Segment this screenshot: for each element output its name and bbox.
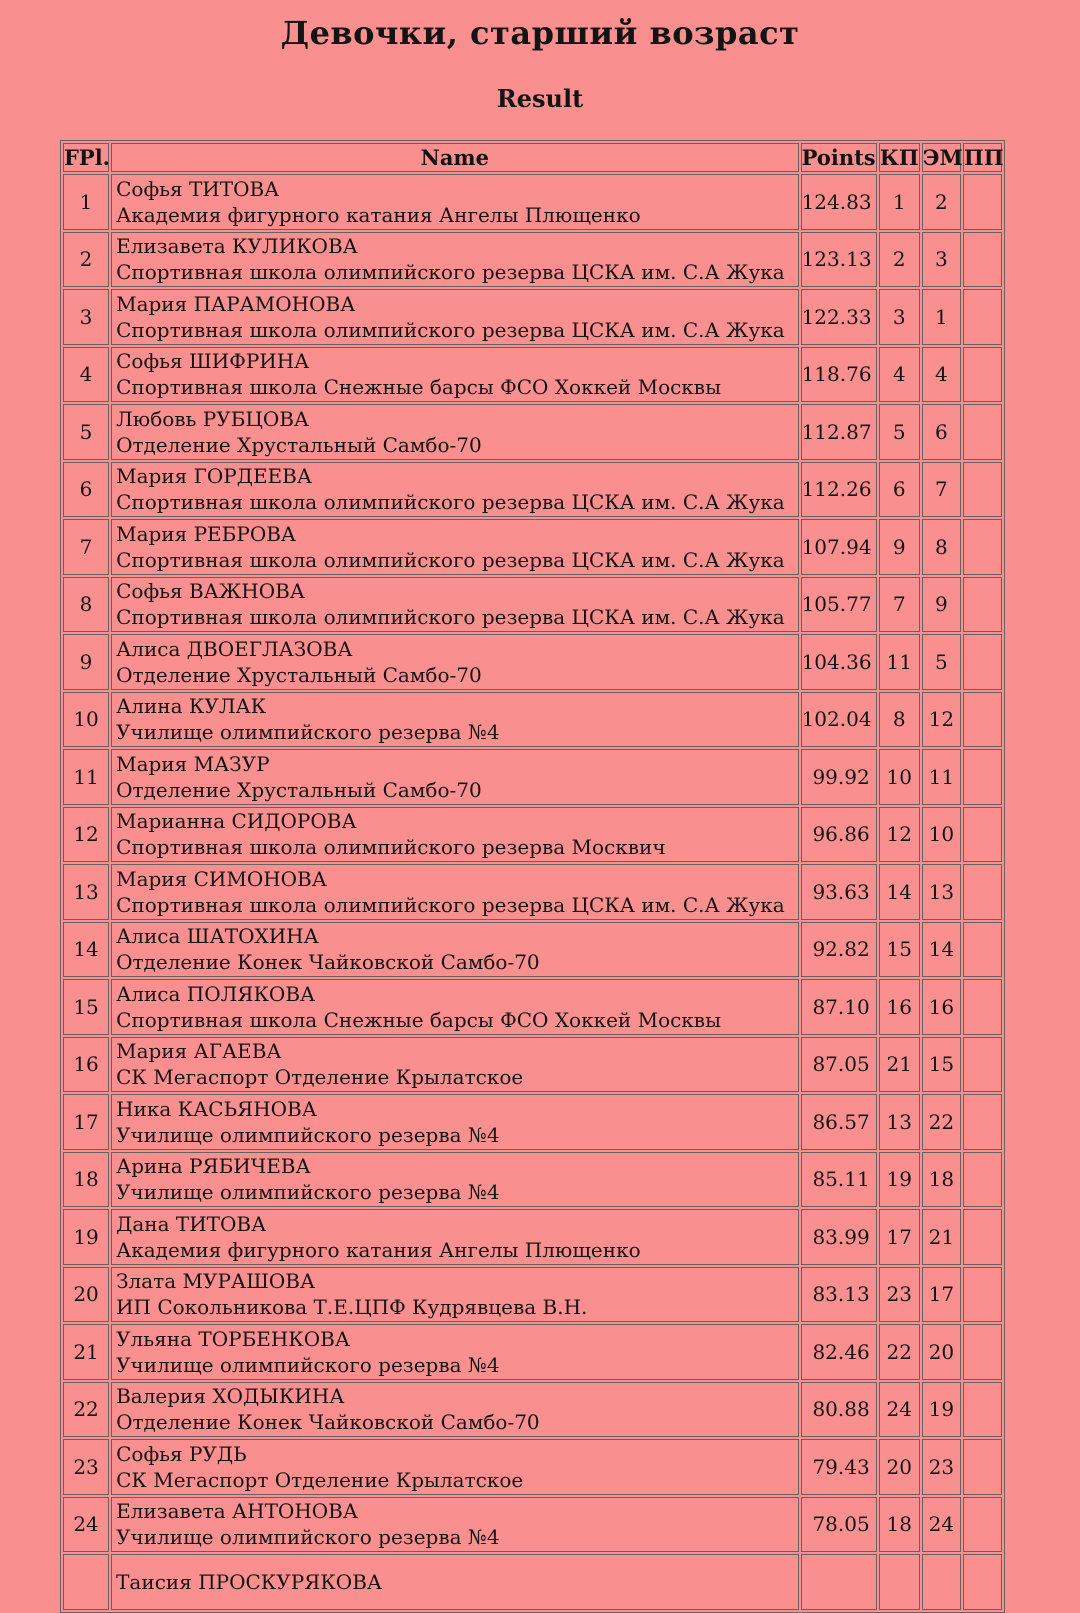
pp-cell (963, 864, 1002, 920)
rank-cell: 23 (63, 1439, 109, 1495)
name-cell (111, 979, 798, 1035)
club-name: Спортивная школа олимпийского резерва ЦСКА им. С.А Жука (116, 490, 785, 515)
points-cell: 83.13 (801, 1267, 877, 1323)
skater-name: Мария МАЗУР (116, 751, 270, 776)
name-cell (111, 519, 798, 575)
rank-cell: 9 (63, 634, 109, 690)
table-row (63, 347, 1002, 403)
header-points: Points (801, 145, 876, 170)
club-name: Спортивная школа олимпийского резерва ЦСКА им. С.А Жука (116, 892, 785, 917)
kp-cell: 18 (879, 1497, 920, 1553)
pp-cell (963, 232, 1002, 288)
club-name: Отделение Конек Чайковской Самбо-70 (116, 950, 540, 975)
table-row (63, 634, 1002, 690)
pp-cell (963, 1439, 1002, 1495)
club-name: Училище олимпийского резерва №4 (116, 1525, 500, 1550)
table-row (63, 1037, 1002, 1093)
rank-cell: 3 (63, 289, 109, 345)
club-name: Отделение Конек Чайковской Самбо-70 (116, 1410, 540, 1435)
name-cell (111, 807, 798, 863)
rank-cell: 16 (63, 1037, 109, 1093)
name-cell (111, 289, 798, 345)
name-cell (111, 577, 798, 633)
table-row (63, 1152, 1002, 1208)
name-cell (111, 1267, 798, 1323)
em-cell: 11 (922, 749, 961, 805)
kp-cell: 9 (879, 519, 920, 575)
club-name: ИП Сокольникова Т.Е.ЦПФ Кудрявцева В.Н. (116, 1295, 588, 1320)
table-row (63, 1094, 1002, 1150)
pp-cell (963, 1554, 1002, 1610)
points-cell: 104.36 (801, 634, 877, 690)
skater-name: Софья ТИТОВА (116, 176, 280, 201)
skater-name: Софья ШИФРИНА (116, 349, 310, 374)
club-name: Училище олимпийского резерва №4 (116, 1122, 500, 1147)
points-cell: 82.46 (801, 1324, 877, 1380)
em-cell: 20 (922, 1324, 961, 1380)
table-row (63, 922, 1002, 978)
kp-cell: 23 (879, 1267, 920, 1323)
kp-cell: 8 (879, 692, 920, 748)
skater-name: Елизавета АНТОНОВА (116, 1499, 359, 1524)
em-cell: 5 (922, 634, 961, 690)
kp-cell: 21 (879, 1037, 920, 1093)
kp-cell: 5 (879, 404, 920, 460)
skater-name: Злата МУРАШОВА (116, 1269, 316, 1294)
table-row (63, 1209, 1002, 1265)
club-name: Спортивная школа олимпийского резерва ЦСКА им. С.А Жука (116, 547, 785, 572)
kp-cell: 13 (879, 1094, 920, 1150)
kp-cell: 3 (879, 289, 920, 345)
table-row (63, 807, 1002, 863)
rank-cell: 12 (63, 807, 109, 863)
club-name: Училище олимпийского резерва №4 (116, 720, 500, 745)
kp-cell: 1 (879, 174, 920, 230)
table-row (63, 519, 1002, 575)
rank-cell: 20 (63, 1267, 109, 1323)
table-row (63, 1324, 1002, 1380)
em-cell: 19 (922, 1382, 961, 1438)
points-cell: 112.87 (801, 404, 877, 460)
name-cell (111, 462, 798, 518)
points-cell: 99.92 (801, 749, 877, 805)
em-cell: 4 (922, 347, 961, 403)
club-name: Спортивная школа олимпийского резерва ЦСКА им. С.А Жука (116, 260, 785, 285)
kp-cell (879, 1554, 920, 1610)
skater-name: Мария ПАРАМОНОВА (116, 291, 356, 316)
skater-name: Алиса ШАТОХИНА (116, 924, 319, 949)
pp-cell (963, 1497, 1002, 1553)
points-cell: 86.57 (801, 1094, 877, 1150)
table-row (63, 749, 1002, 805)
pp-cell (963, 692, 1002, 748)
name-cell (111, 232, 798, 288)
club-name: Академия фигурного катания Ангелы Плющенко (116, 202, 641, 227)
rank-cell (63, 1554, 109, 1610)
table-row (63, 1439, 1002, 1495)
em-cell: 8 (922, 519, 961, 575)
club-name: Отделение Хрустальный Самбо-70 (116, 777, 482, 802)
rank-cell: 21 (63, 1324, 109, 1380)
skater-name: Елизавета КУЛИКОВА (116, 234, 358, 259)
header-fpl: FPl. (64, 145, 110, 170)
points-cell: 79.43 (801, 1439, 877, 1495)
pp-cell (963, 979, 1002, 1035)
skater-name: Марианна СИДОРОВА (116, 809, 357, 834)
name-cell (111, 174, 798, 230)
header-kp: КП (879, 145, 919, 170)
rank-cell: 1 (63, 174, 109, 230)
pp-cell (963, 634, 1002, 690)
points-cell: 107.94 (801, 519, 877, 575)
rank-cell: 7 (63, 519, 109, 575)
points-cell: 96.86 (801, 807, 877, 863)
em-cell: 22 (922, 1094, 961, 1150)
name-cell (111, 1382, 798, 1438)
em-cell (922, 1554, 961, 1610)
pp-cell (963, 1152, 1002, 1208)
skater-name: Мария ГОРДЕЕВА (116, 464, 313, 489)
kp-cell: 19 (879, 1152, 920, 1208)
table-row (63, 1554, 1002, 1610)
kp-cell: 15 (879, 922, 920, 978)
pp-cell (963, 519, 1002, 575)
em-cell: 24 (922, 1497, 961, 1553)
em-cell: 13 (922, 864, 961, 920)
pp-cell (963, 289, 1002, 345)
name-cell (111, 404, 798, 460)
club-name: Отделение Хрустальный Самбо-70 (116, 432, 482, 457)
club-name: Спортивная школа олимпийского резерва Москвич (116, 835, 666, 860)
results-table-header-row (63, 143, 1002, 172)
rank-cell: 6 (63, 462, 109, 518)
skater-name: Валерия ХОДЫКИНА (116, 1384, 345, 1409)
skater-name: Ульяна ТОРБЕНКОВА (116, 1326, 351, 1351)
em-cell: 14 (922, 922, 961, 978)
skater-name: Мария АГАЕВА (116, 1039, 282, 1064)
pp-cell (963, 1209, 1002, 1265)
rank-cell: 18 (63, 1152, 109, 1208)
table-row (63, 289, 1002, 345)
table-row (63, 1267, 1002, 1323)
pp-cell (963, 577, 1002, 633)
pp-cell (963, 807, 1002, 863)
em-cell: 16 (922, 979, 961, 1035)
skater-name: Софья РУДЬ (116, 1441, 247, 1466)
club-name: Училище олимпийского резерва №4 (116, 1180, 500, 1205)
points-cell: 92.82 (801, 922, 877, 978)
kp-cell: 2 (879, 232, 920, 288)
table-row (63, 174, 1002, 230)
results-table (60, 140, 1005, 1613)
name-cell (111, 1497, 798, 1553)
header-em: ЭМ (922, 145, 963, 170)
points-cell: 105.77 (801, 577, 877, 633)
table-row (63, 462, 1002, 518)
em-cell: 6 (922, 404, 961, 460)
name-cell (111, 749, 798, 805)
club-name: Отделение Хрустальный Самбо-70 (116, 662, 482, 687)
rank-cell: 8 (63, 577, 109, 633)
kp-cell: 7 (879, 577, 920, 633)
kp-cell: 24 (879, 1382, 920, 1438)
name-cell (111, 347, 798, 403)
kp-cell: 20 (879, 1439, 920, 1495)
skater-name: Дана ТИТОВА (116, 1211, 267, 1236)
em-cell: 15 (922, 1037, 961, 1093)
rank-cell: 14 (63, 922, 109, 978)
skater-name: Таисия ПРОСКУРЯКОВА (116, 1569, 383, 1594)
kp-cell: 16 (879, 979, 920, 1035)
pp-cell (963, 1324, 1002, 1380)
name-cell (111, 634, 798, 690)
rank-cell: 22 (63, 1382, 109, 1438)
page-title: Девочки, старший возраст (280, 14, 800, 52)
rank-cell: 13 (63, 864, 109, 920)
skater-name: Софья ВАЖНОВА (116, 579, 305, 604)
name-cell (111, 922, 798, 978)
points-cell: 124.83 (801, 174, 877, 230)
skater-name: Алиса ПОЛЯКОВА (116, 981, 316, 1006)
em-cell: 9 (922, 577, 961, 633)
rank-cell: 11 (63, 749, 109, 805)
table-row (63, 577, 1002, 633)
pp-cell (963, 347, 1002, 403)
name-cell (111, 1209, 798, 1265)
kp-cell: 14 (879, 864, 920, 920)
em-cell: 10 (922, 807, 961, 863)
pp-cell (963, 174, 1002, 230)
em-cell: 7 (922, 462, 961, 518)
em-cell: 18 (922, 1152, 961, 1208)
name-cell (111, 692, 798, 748)
points-cell: 93.63 (801, 864, 877, 920)
table-row (63, 1382, 1002, 1438)
kp-cell: 22 (879, 1324, 920, 1380)
rank-cell: 17 (63, 1094, 109, 1150)
kp-cell: 4 (879, 347, 920, 403)
table-row (63, 864, 1002, 920)
skater-name: Алина КУЛАК (116, 694, 267, 719)
pp-cell (963, 1382, 1002, 1438)
club-name: Академия фигурного катания Ангелы Плющенко (116, 1237, 641, 1262)
rank-cell: 19 (63, 1209, 109, 1265)
points-cell: 118.76 (801, 347, 877, 403)
club-name: Спортивная школа Снежные барсы ФСО Хоккей Москвы (116, 1007, 721, 1032)
results-table-body (63, 174, 1002, 1610)
rank-cell: 2 (63, 232, 109, 288)
skater-name: Алиса ДВОЕГЛАЗОВА (116, 636, 353, 661)
pp-cell (963, 1267, 1002, 1323)
name-cell (111, 1152, 798, 1208)
table-row (63, 404, 1002, 460)
name-cell (111, 1037, 798, 1093)
skater-name: Ника КАСЬЯНОВА (116, 1096, 317, 1121)
club-name: Спортивная школа Снежные барсы ФСО Хоккей Москвы (116, 375, 721, 400)
pp-cell (963, 922, 1002, 978)
rank-cell: 10 (63, 692, 109, 748)
points-cell: 80.88 (801, 1382, 877, 1438)
points-cell: 83.99 (801, 1209, 877, 1265)
points-cell: 112.26 (801, 462, 877, 518)
pp-cell (963, 462, 1002, 518)
skater-name: Мария РЕБРОВА (116, 521, 297, 546)
em-cell: 2 (922, 174, 961, 230)
em-cell: 12 (922, 692, 961, 748)
em-cell: 17 (922, 1267, 961, 1323)
kp-cell: 11 (879, 634, 920, 690)
skater-name: Мария СИМОНОВА (116, 866, 327, 891)
name-cell (111, 864, 798, 920)
points-cell (801, 1554, 877, 1610)
points-cell: 122.33 (801, 289, 877, 345)
club-name: Спортивная школа олимпийского резерва ЦСКА им. С.А Жука (116, 317, 785, 342)
kp-cell: 17 (879, 1209, 920, 1265)
points-cell: 87.10 (801, 979, 877, 1035)
name-cell (111, 1094, 798, 1150)
em-cell: 3 (922, 232, 961, 288)
page-subtitle: Result (496, 84, 584, 113)
name-cell (111, 1324, 798, 1380)
header-name: Name (111, 143, 798, 172)
rank-cell: 5 (63, 404, 109, 460)
club-name: Спортивная школа олимпийского резерва ЦСКА им. С.А Жука (116, 605, 785, 630)
em-cell: 23 (922, 1439, 961, 1495)
club-name: СК Мегаспорт Отделение Крылатское (116, 1065, 524, 1090)
points-cell: 123.13 (801, 232, 877, 288)
pp-cell (963, 749, 1002, 805)
rank-cell: 15 (63, 979, 109, 1035)
kp-cell: 6 (879, 462, 920, 518)
rank-cell: 4 (63, 347, 109, 403)
club-name: СК Мегаспорт Отделение Крылатское (116, 1467, 524, 1492)
table-row (63, 1497, 1002, 1553)
skater-name: Любовь РУБЦОВА (116, 406, 310, 431)
pp-cell (963, 404, 1002, 460)
table-row (63, 232, 1002, 288)
kp-cell: 12 (879, 807, 920, 863)
club-name: Училище олимпийского резерва №4 (116, 1352, 500, 1377)
kp-cell: 10 (879, 749, 920, 805)
table-row (63, 979, 1002, 1035)
points-cell: 87.05 (801, 1037, 877, 1093)
points-cell: 102.04 (801, 692, 877, 748)
points-cell: 78.05 (801, 1497, 877, 1553)
points-cell: 85.11 (801, 1152, 877, 1208)
em-cell: 21 (922, 1209, 961, 1265)
table-row (63, 692, 1002, 748)
name-cell (111, 1554, 798, 1610)
skater-name: Арина РЯБИЧЕВА (116, 1154, 311, 1179)
em-cell: 1 (922, 289, 961, 345)
name-cell (111, 1439, 798, 1495)
rank-cell: 24 (63, 1497, 109, 1553)
header-pp: ПП (963, 145, 1004, 170)
pp-cell (963, 1094, 1002, 1150)
pp-cell (963, 1037, 1002, 1093)
